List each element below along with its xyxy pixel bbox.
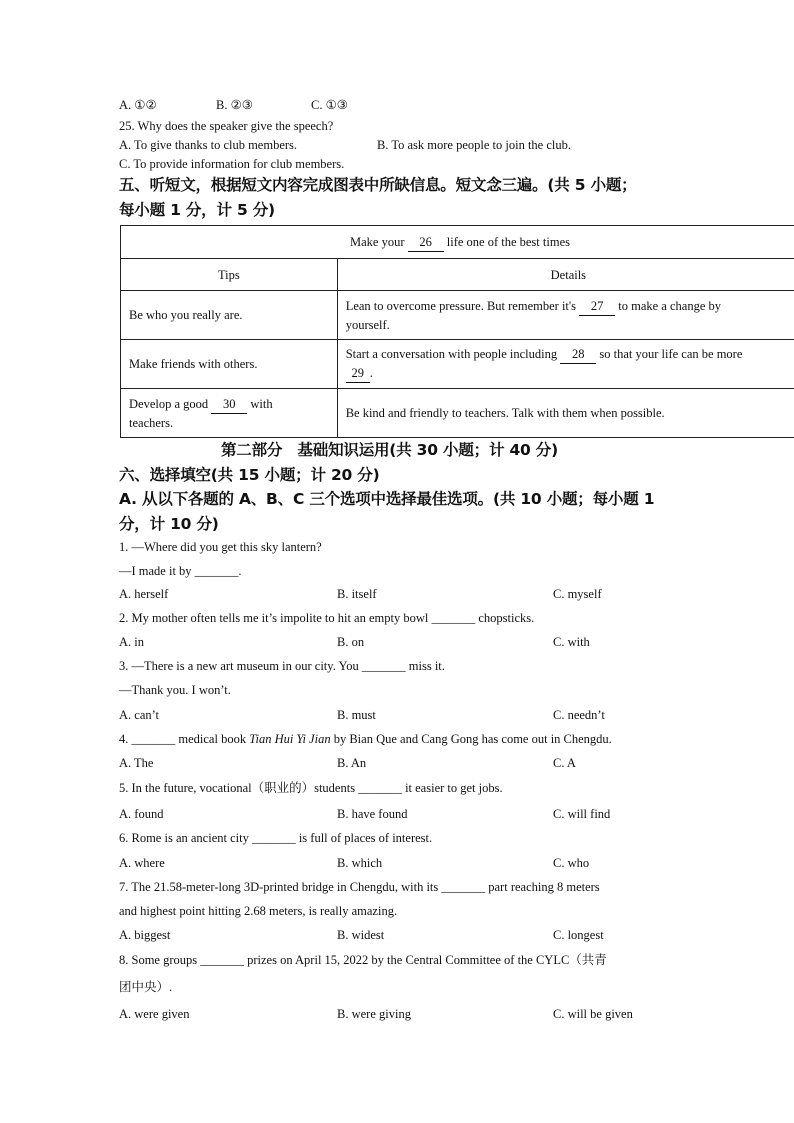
section5-heading-line2: 每小题 1 分，计 5 分) bbox=[119, 201, 275, 219]
q24-option-a: A. ①② bbox=[119, 98, 157, 112]
option-c: C. myself bbox=[553, 587, 602, 601]
option-c: C. A bbox=[553, 756, 576, 770]
detail-cell bbox=[337, 340, 794, 389]
tip-text: Develop a good bbox=[129, 396, 209, 411]
blank-26: 26 bbox=[408, 233, 444, 252]
option-b: B. which bbox=[337, 856, 383, 870]
section5-heading-line1: 五、听短文，根据短文内容完成图表中所缺信息。短文念三遍。(共 5 小题； bbox=[119, 176, 637, 194]
question-5-line1: 5. In the future, vocational（职业的）students _______ it easier to get jobs. bbox=[119, 781, 503, 795]
question-2-line1: 2. My mother often tells me it’s impolite to hit an empty bowl _______ chopsticks. bbox=[119, 611, 535, 625]
detail-text: so that your life can be more bbox=[599, 347, 743, 361]
option-b: B. must bbox=[337, 708, 376, 722]
detail-text: yourself. bbox=[345, 317, 390, 332]
tip-cell: Make friends with others. bbox=[121, 340, 338, 389]
detail-cell bbox=[337, 291, 794, 340]
col-header-tips: Tips bbox=[121, 259, 338, 291]
q4-pre: 4. _______ medical book bbox=[119, 732, 250, 746]
option-b: B. were giving bbox=[337, 1007, 411, 1021]
table-header-row bbox=[121, 259, 794, 291]
q25-option-b: B. To ask more people to join the club. bbox=[377, 138, 572, 152]
tip-cell: Be who you really are. bbox=[121, 291, 338, 340]
question-3-line1: 3. —There is a new art museum in our city. You _______ miss it. bbox=[119, 659, 445, 673]
option-b: B. have found bbox=[337, 807, 408, 821]
q25-option-a: A. To give thanks to club members. bbox=[119, 138, 298, 152]
table-title-pre: Make your bbox=[350, 234, 405, 249]
option-c: C. with bbox=[553, 635, 590, 649]
option-a: A. biggest bbox=[119, 928, 171, 942]
tip-text: teachers. bbox=[129, 415, 174, 430]
col-header-details: Details bbox=[337, 259, 794, 291]
question-4-line1 bbox=[119, 731, 612, 747]
question-6-line1: 6. Rome is an ancient city _______ is full of places of interest. bbox=[119, 831, 433, 845]
tip-text: with bbox=[250, 396, 273, 411]
table-row bbox=[121, 291, 794, 340]
blank-29: 29 bbox=[346, 364, 370, 383]
option-c: C. will find bbox=[553, 807, 611, 821]
option-a: A. in bbox=[119, 635, 144, 649]
sectionA-heading-line1: A. 从以下各题的 A、B、C 三个选项中选择最佳选项。(共 10 小题；每小题 1 bbox=[119, 490, 655, 508]
option-b: B. widest bbox=[337, 928, 385, 942]
option-c: C. longest bbox=[553, 928, 604, 942]
blank-27: 27 bbox=[579, 297, 615, 316]
option-a: A. The bbox=[119, 756, 154, 770]
detail-text: Start a conversation with people including bbox=[345, 347, 558, 361]
q24-option-c: C. ①③ bbox=[311, 98, 348, 112]
blank-30: 30 bbox=[211, 395, 247, 414]
sectionA-heading-line2: 分，计 10 分) bbox=[119, 515, 219, 533]
table-title-row bbox=[121, 226, 794, 259]
section6-heading: 六、选择填空(共 15 小题；计 20 分) bbox=[119, 466, 380, 484]
q24-option-b: B. ②③ bbox=[216, 98, 253, 112]
option-a: A. where bbox=[119, 856, 165, 870]
option-a: A. can’t bbox=[119, 708, 160, 722]
question-1-line2: —I made it by _______. bbox=[119, 564, 242, 578]
question-7-line1: 7. The 21.58-meter-long 3D-printed bridge in Chengdu, with its _______ part reaching 8 meters bbox=[119, 880, 600, 894]
table-title-post: life one of the best times bbox=[446, 234, 570, 249]
option-a: A. were given bbox=[119, 1007, 190, 1021]
question-7-line2: and highest point hitting 2.68 meters, is really amazing. bbox=[119, 904, 398, 918]
detail-text: Lean to overcome pressure. But remember it's bbox=[345, 298, 577, 313]
detail-text: . bbox=[369, 366, 373, 380]
detail-cell: Be kind and friendly to teachers. Talk with them when possible. bbox=[337, 389, 794, 438]
blank-28: 28 bbox=[560, 345, 596, 364]
detail-text: to make a change by bbox=[618, 298, 721, 313]
q4-post: by Bian Que and Cang Gong has come out in Chengdu. bbox=[330, 732, 612, 746]
tips-table bbox=[120, 225, 794, 438]
question-8-line2: 团中央）. bbox=[119, 980, 173, 994]
option-a: A. herself bbox=[119, 587, 169, 601]
option-b: B. itself bbox=[337, 587, 377, 601]
q24-options-row bbox=[119, 97, 157, 113]
question-1-options bbox=[119, 586, 168, 602]
option-c: C. will be given bbox=[553, 1007, 633, 1021]
part2-title: 第二部分 基础知识运用(共 30 小题；计 40 分) bbox=[221, 441, 558, 459]
question-1-line1: 1. —Where did you get this sky lantern? bbox=[119, 540, 322, 554]
option-c: C. needn’t bbox=[553, 708, 605, 722]
tip-cell bbox=[121, 389, 338, 438]
table-title bbox=[121, 226, 794, 259]
q4-book-title: Tian Hui Yi Jian bbox=[249, 732, 331, 746]
table-row bbox=[121, 340, 794, 389]
option-b: B. An bbox=[337, 756, 367, 770]
option-b: B. on bbox=[337, 635, 365, 649]
option-a: A. found bbox=[119, 807, 164, 821]
table-row bbox=[121, 389, 794, 438]
q25-question: 25. Why does the speaker give the speech? bbox=[119, 119, 334, 133]
question-3-line2: —Thank you. I won’t. bbox=[119, 683, 231, 697]
question-8-line1: 8. Some groups _______ prizes on April 15, 2022 by the Central Committee of the CYLC（共青 bbox=[119, 953, 607, 967]
option-c: C. who bbox=[553, 856, 590, 870]
q25-option-c: C. To provide information for club members. bbox=[119, 157, 345, 171]
